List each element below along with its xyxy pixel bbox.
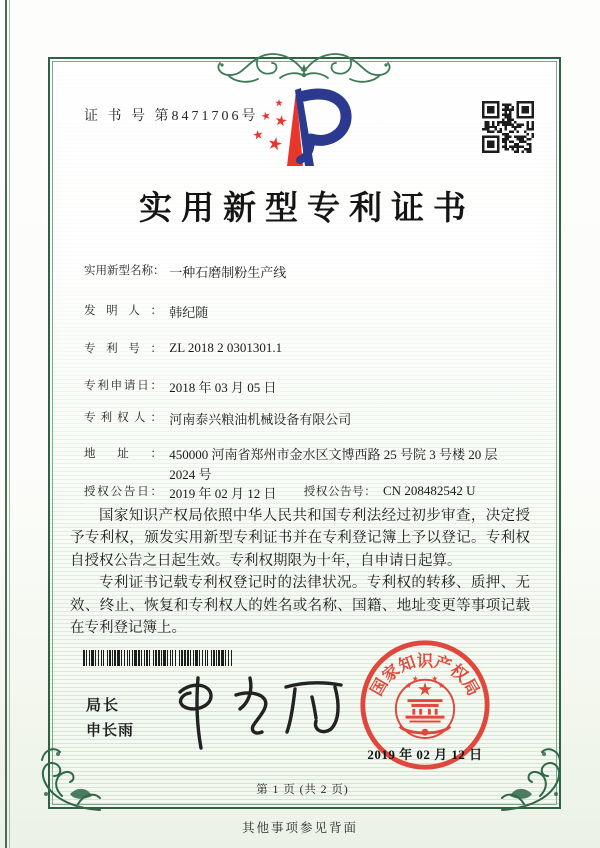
field-value: 2018 年 03 月 05 日 bbox=[169, 380, 277, 395]
certificate-number: 证 书 号 第8471706号 bbox=[84, 109, 259, 124]
booklet-spine-shadow bbox=[9, 0, 10, 848]
field-row-filing-date bbox=[84, 377, 277, 396]
legal-text bbox=[70, 505, 530, 639]
field-value: 一种石磨制粉生产线 bbox=[169, 265, 287, 280]
field-row-inventor bbox=[84, 302, 208, 321]
field-row-grant bbox=[84, 483, 475, 502]
certificate-title: 实用新型专利证书 bbox=[139, 191, 475, 227]
field-label: 专利号： bbox=[84, 343, 162, 355]
footer-note: 其他事项参见背面 bbox=[241, 821, 358, 835]
commissioner-title: 局长 bbox=[86, 698, 121, 714]
national-emblem-icon bbox=[396, 676, 454, 738]
signature-handwriting bbox=[158, 660, 348, 752]
field-row-patentee bbox=[84, 409, 351, 428]
top-scroll-ornament-icon bbox=[214, 42, 394, 88]
corner-flourish-icon bbox=[500, 742, 568, 814]
field-row-address bbox=[84, 445, 521, 485]
field-label: 授权公告日： bbox=[84, 486, 162, 498]
cnipa-logo-icon bbox=[250, 86, 354, 170]
field-label: 专利权人： bbox=[84, 412, 162, 424]
seal-date: 2019 年 02 月 12 日 bbox=[367, 747, 483, 762]
page-number: 第 1 页 (共 2 页) bbox=[256, 784, 349, 796]
corner-flourish-icon bbox=[34, 742, 102, 814]
field-value: ZL 2018 2 0301301.1 bbox=[169, 340, 283, 355]
field-label: 发明人： bbox=[84, 305, 162, 317]
commissioner-name: 申长雨 bbox=[86, 723, 135, 739]
booklet-spine-line bbox=[5, 0, 7, 848]
field-value: 韩纪随 bbox=[169, 305, 209, 320]
field-label: 实用新型名称： bbox=[84, 265, 165, 277]
field-row-utility-model-name bbox=[84, 262, 286, 281]
field-label: 地址： bbox=[84, 448, 162, 460]
seal-text: 国家知识产权局 bbox=[366, 651, 484, 700]
field-row-patent-number bbox=[84, 340, 282, 356]
field-label: 专利申请日： bbox=[84, 380, 162, 392]
field-value: 2019 年 02 月 12 日 bbox=[169, 486, 277, 501]
legal-paragraph-1: 国家知识产权局依照中华人民共和国专利法经过初步审查，决定授予专利权，颁发实用新型专利证书并在专利登记簿上予以登记。专利权自授权公告之日起生效。专利权期限为十年，自申请日起算。 bbox=[70, 508, 530, 569]
field-value: 河南泰兴粮油机械设备有限公司 bbox=[169, 412, 352, 427]
qr-code bbox=[482, 101, 534, 153]
field-label: 授权公告号： bbox=[303, 486, 376, 498]
legal-paragraph-2: 专利证书记载专利权登记时的法律状况。专利权的转移、质押、无效、终止、恢复和专利权人的姓名或名称、国籍、地址变更等事项记载在专利登记簿上。 bbox=[70, 575, 530, 637]
field-value: CN 208482542 U bbox=[383, 483, 476, 498]
field-value: 450000 河南省郑州市金水区文博西路 25 号院 3 号楼 20 层 2024 号 bbox=[169, 447, 498, 482]
